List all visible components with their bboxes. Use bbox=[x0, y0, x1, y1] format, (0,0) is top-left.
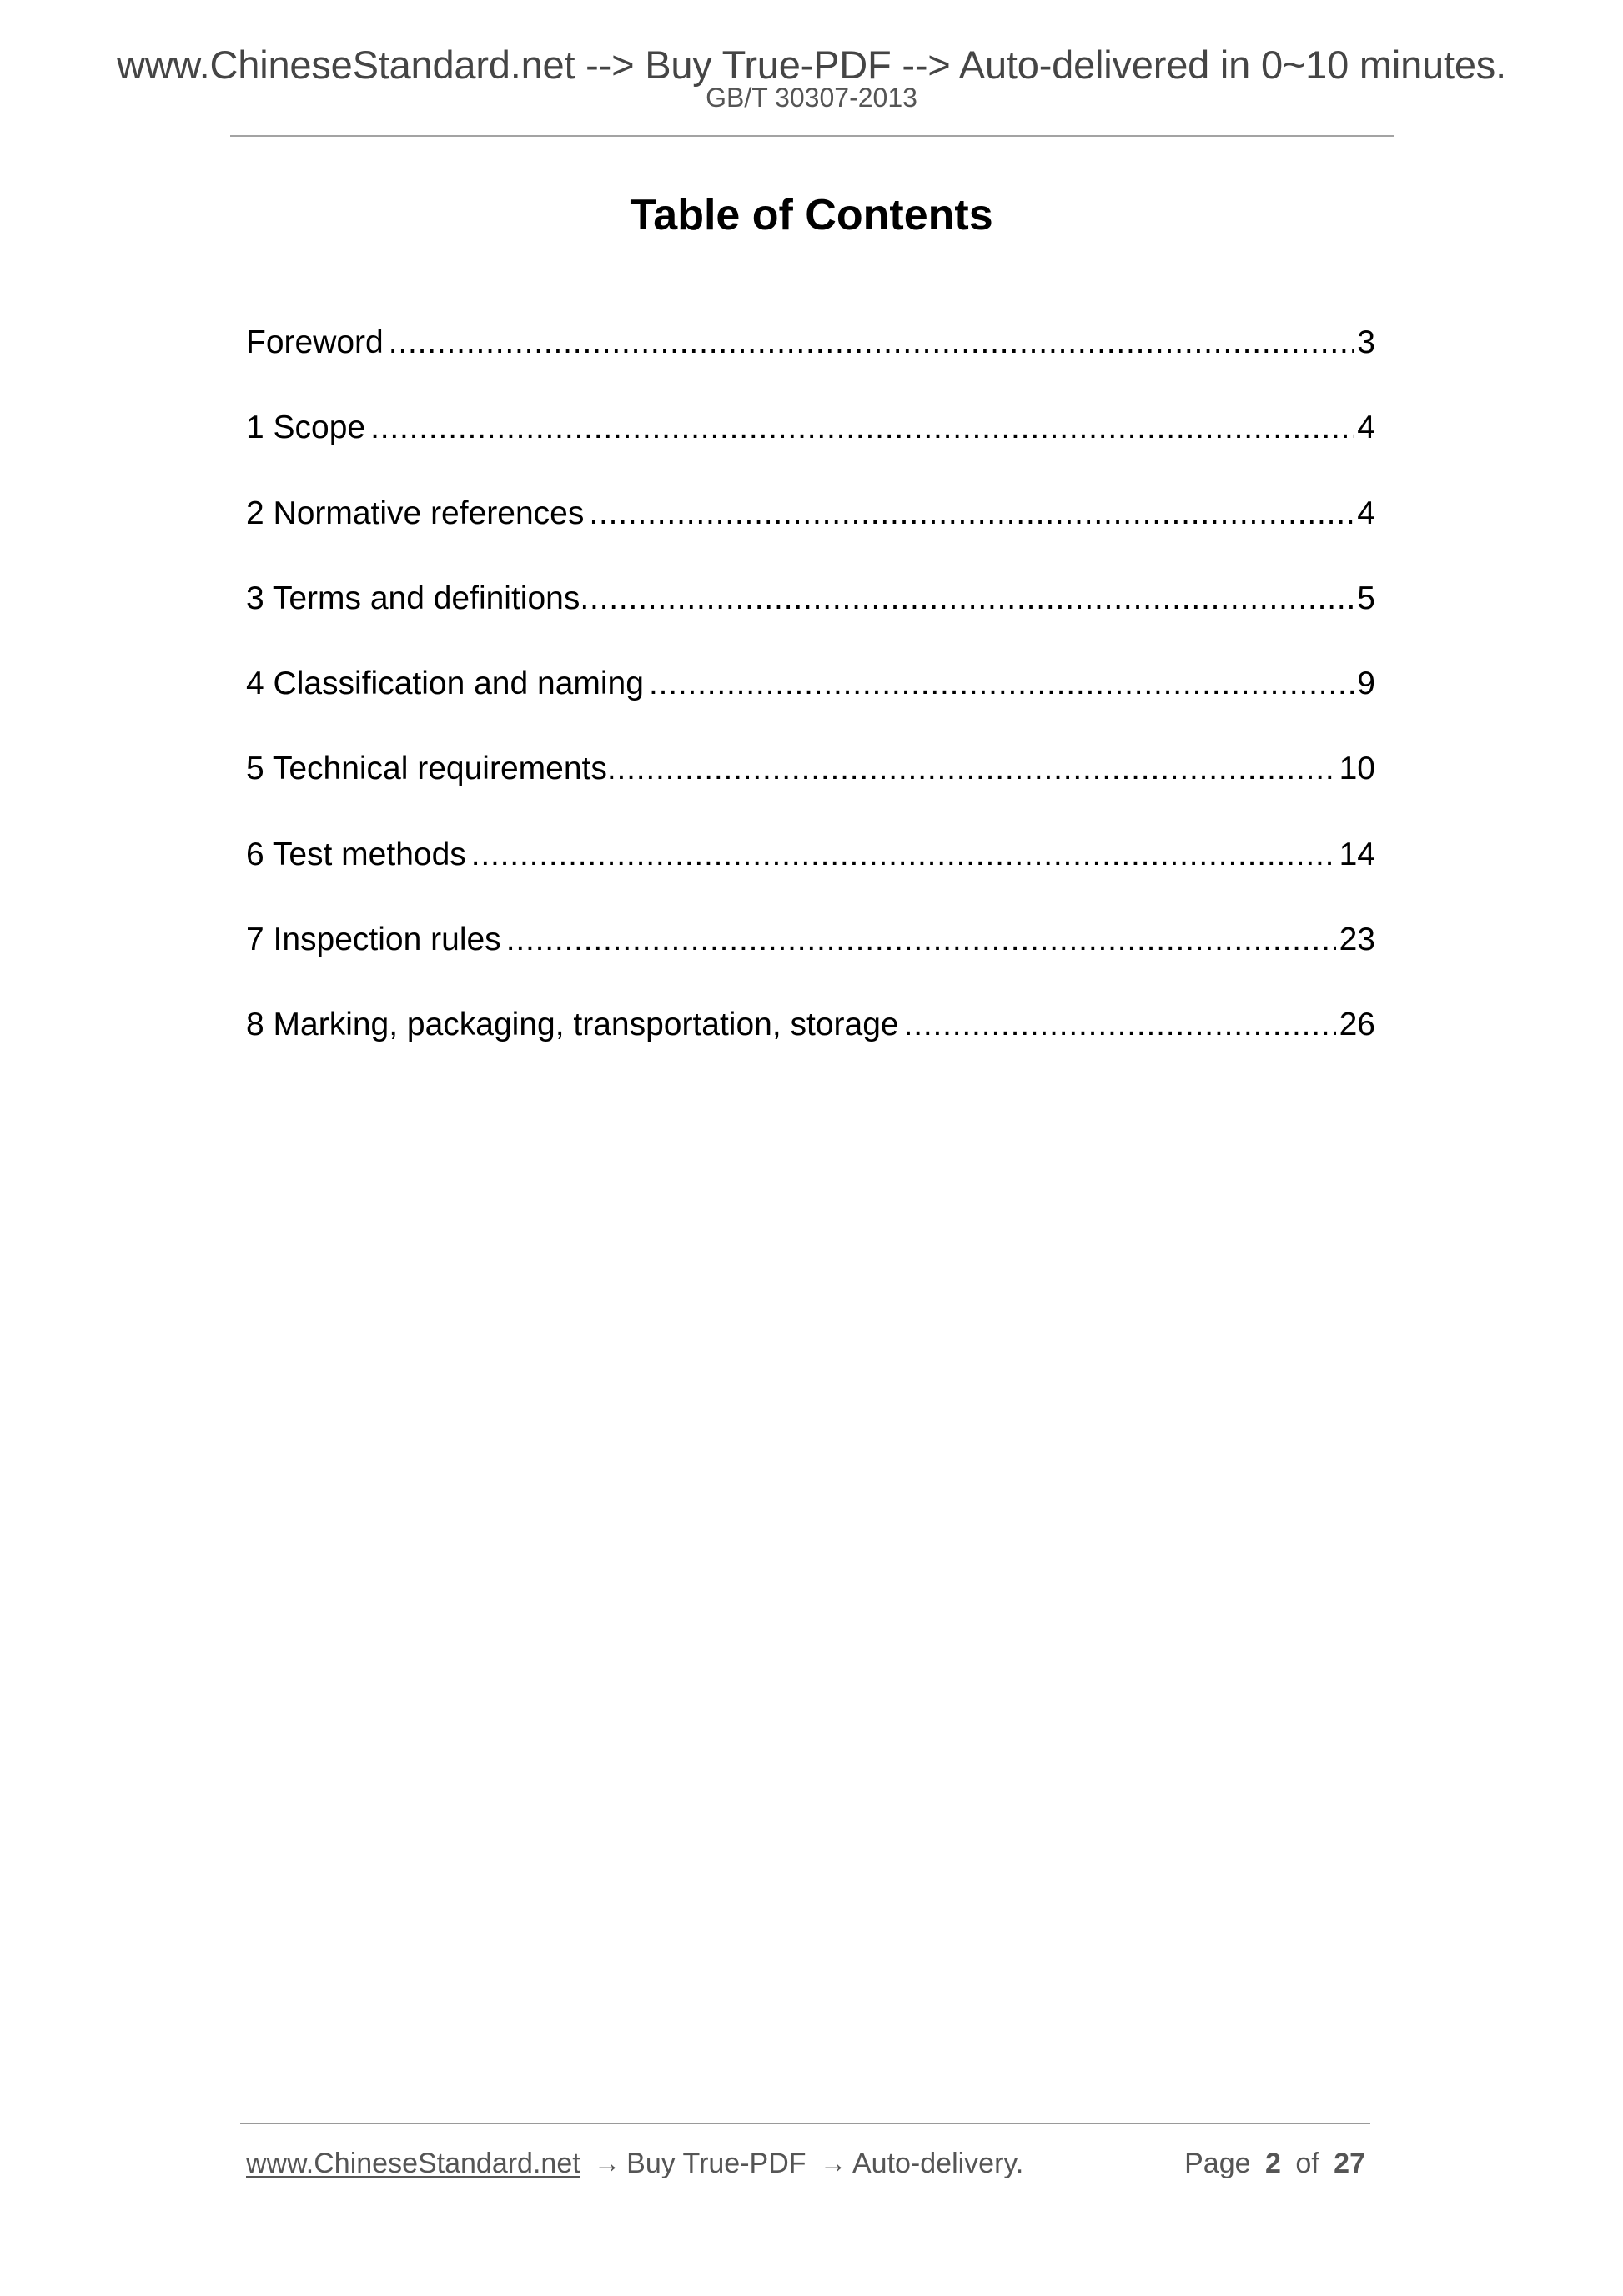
toc-entry-page: 4 bbox=[1357, 409, 1375, 446]
toc-entry-page: 4 bbox=[1357, 495, 1375, 531]
dot-leader bbox=[506, 921, 1336, 959]
toc-entry-inspection-rules[interactable] bbox=[246, 921, 1375, 1006]
toc-entry-label: 1 Scope bbox=[246, 409, 366, 446]
footer-step-buy: Buy True-PDF bbox=[626, 2148, 806, 2179]
toc-entry-label: 6 Test methods bbox=[246, 836, 466, 872]
total-pages-number: 27 bbox=[1334, 2148, 1365, 2179]
page-indicator bbox=[1184, 2147, 1365, 2180]
dot-leader bbox=[904, 1006, 1336, 1044]
footer-promo bbox=[246, 2147, 1023, 2180]
toc-entry-label: 5 Technical requirements bbox=[246, 751, 607, 787]
toc-entry-page: 14 bbox=[1339, 836, 1375, 872]
toc-entry-classification-and-naming[interactable] bbox=[246, 665, 1375, 750]
toc-entry-page: 9 bbox=[1357, 666, 1375, 702]
page-word: Page bbox=[1184, 2148, 1251, 2179]
toc-entry-label: 4 Classification and naming bbox=[246, 666, 644, 702]
toc-entry-technical-requirements[interactable] bbox=[246, 750, 1375, 835]
dot-leader bbox=[370, 409, 1354, 447]
footer-divider bbox=[240, 2123, 1370, 2124]
dot-leader bbox=[471, 836, 1336, 874]
toc-entry-page: 26 bbox=[1339, 1007, 1375, 1043]
dot-leader bbox=[649, 665, 1354, 703]
site-link[interactable]: www.ChineseStandard.net bbox=[246, 2148, 580, 2179]
toc-entry-marking-packaging[interactable] bbox=[246, 1006, 1375, 1091]
dot-leader bbox=[589, 495, 1354, 533]
arrow-right-icon: → bbox=[819, 2148, 847, 2179]
toc-entry-page: 10 bbox=[1339, 751, 1375, 787]
dot-leader bbox=[389, 324, 1354, 362]
toc-entry-page: 5 bbox=[1357, 580, 1375, 616]
footer-step-delivery: Auto-delivery. bbox=[852, 2148, 1024, 2179]
toc-entry-label: Foreword bbox=[246, 324, 384, 360]
arrow-right-icon: → bbox=[593, 2148, 621, 2179]
toc-entry-scope[interactable] bbox=[246, 409, 1375, 494]
header-banner: www.ChineseStandard.net --> Buy True-PDF --> Auto-delivered in 0~10 minutes. bbox=[117, 43, 1506, 87]
page-title: Table of Contents bbox=[630, 191, 993, 239]
toc-entry-label: 8 Marking, packaging, transportation, storage bbox=[246, 1007, 899, 1043]
toc-entry-test-methods[interactable] bbox=[246, 836, 1375, 921]
toc-entry-terms-and-definitions[interactable] bbox=[246, 580, 1375, 665]
standard-code: GB/T 30307-2013 bbox=[706, 83, 917, 113]
dot-leader bbox=[580, 580, 1354, 618]
dot-leader bbox=[607, 750, 1336, 788]
toc-entry-normative-references[interactable] bbox=[246, 495, 1375, 580]
toc-entry-label: 2 Normative references bbox=[246, 495, 585, 531]
of-word: of bbox=[1295, 2148, 1319, 2179]
toc-entry-label: 3 Terms and definitions bbox=[246, 580, 580, 616]
toc-entry-page: 23 bbox=[1339, 922, 1375, 958]
toc-entry-label: 7 Inspection rules bbox=[246, 922, 501, 958]
header-divider bbox=[230, 135, 1394, 137]
toc-list bbox=[246, 324, 1375, 1092]
current-page-number: 2 bbox=[1264, 2148, 1281, 2179]
toc-entry-page: 3 bbox=[1357, 324, 1375, 360]
toc-entry-foreword[interactable] bbox=[246, 324, 1375, 409]
